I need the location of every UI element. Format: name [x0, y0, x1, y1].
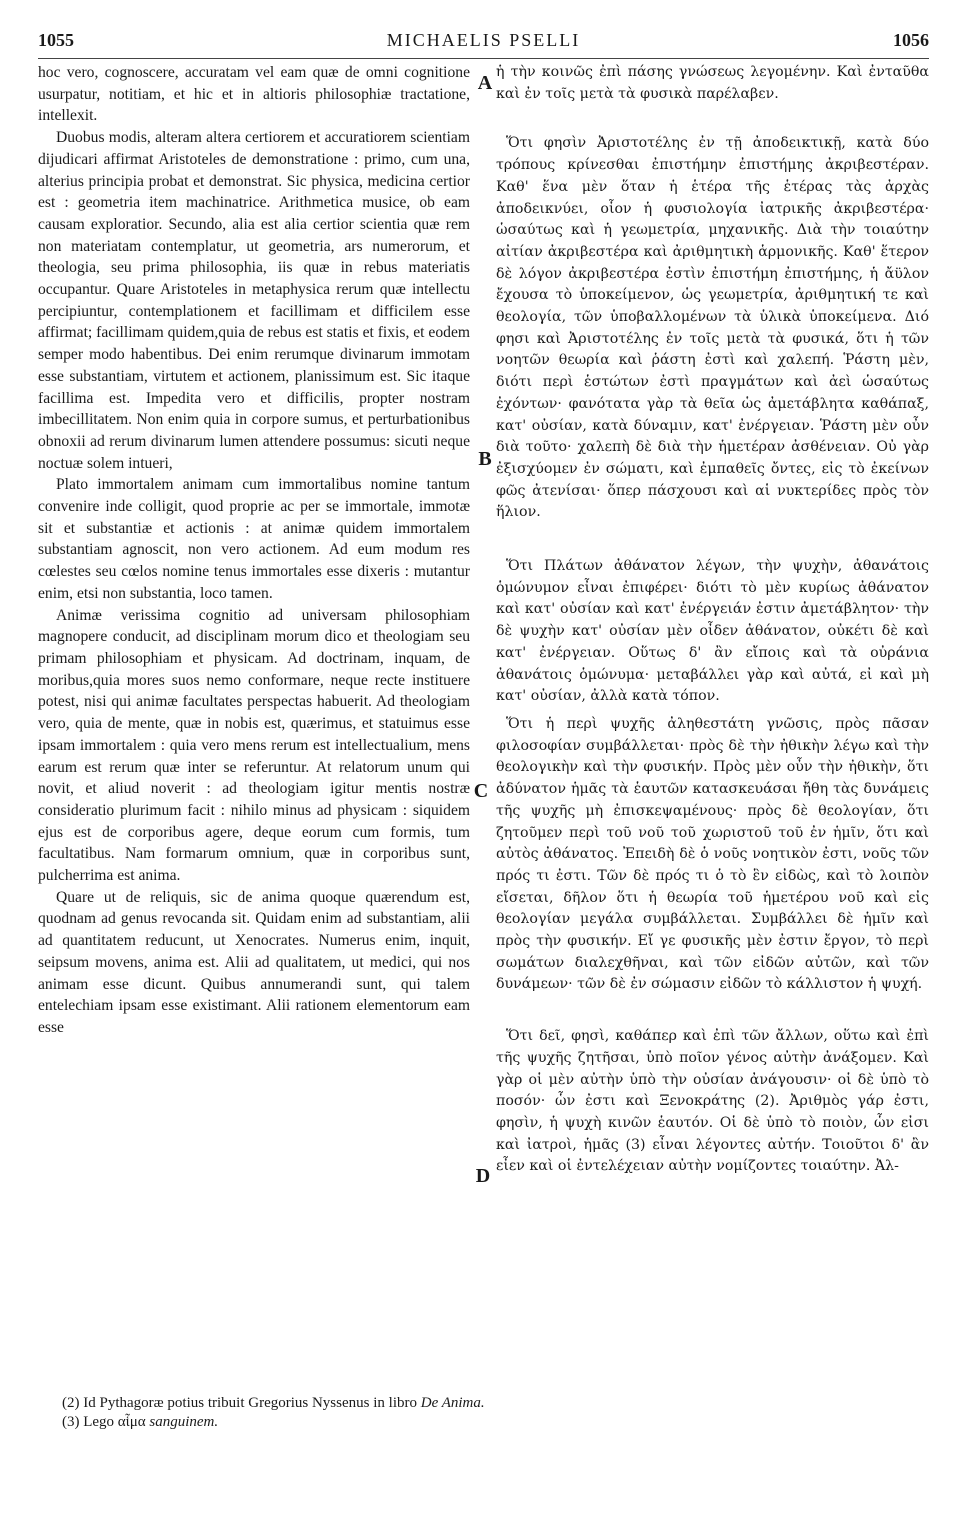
section-marker-c: C	[473, 780, 489, 802]
greek-paragraph: Ὅτι Πλάτων ἀθάνατον λέγων, τὴν ψυχὴν, ἀθανάτοις ὁμώνυμον εἶναι ἐπιφέρει· διότι τὸ μὲν κυρίως ἀθάνατον καὶ κατ' οὐσίαν καὶ κατ' ἐνέργειάν ἐστιν ἀμετάβλητον· τὴν δὲ ψυχὴν κατ' οὐσίαν μὲν οἶδεν ἀθάνατον, οὐκέτι δὲ καὶ κατ' ἐνέργειαν. Οὕτως δ' ἂν εἴποις καὶ τὰ οὐράνια ἀθανάτοις ὁμώνυμα· μεταβάλλει γὰρ καὶ αὐτά, εἰ καὶ μὴ κατ' οὐσίαν, ἀλλὰ κατὰ τόπον.	[496, 558, 929, 705]
latin-paragraph: Quare ut de reliquis, sic de anima quoque quærendum est, quodnam ad genus revocanda sit. Quidam enim ad substantiam, alii ad quantitatem reducunt, ut Xenocrates. Numerus enim, inquit, seipsum movens, anima est. Alii ad qualitatem, ut medici, qui nos animam esse dicunt. Quibus annumerandi sunt, qui talem entelechiam ipsam esse existimant. Alii rationem elementorum eam esse	[38, 888, 470, 1036]
section-marker-d: D	[475, 1165, 491, 1187]
greek-paragraph: ἡ τὴν κοινῶς ἐπὶ πάσης γνώσεως λεγομένην. Καὶ ἐνταῦθα καὶ ἐν τοῖς μετὰ τὰ φυσικὰ παρέλαβεν.	[496, 64, 929, 102]
greek-column	[496, 62, 929, 1178]
footnote-2-text: (2) Id Pythagoræ potius tribuit Gregorius Nyssenus in libro	[62, 1395, 421, 1411]
footnote-3-italic: sanguinem.	[149, 1414, 219, 1430]
page-number-left: 1055	[38, 30, 74, 50]
header-rule	[38, 58, 929, 59]
latin-column	[38, 62, 470, 1039]
greek-paragraph: Ὅτι ἡ περὶ ψυχῆς ἀληθεστάτη γνῶσις, πρὸς πᾶσαν φιλοσοφίαν συμβάλλεται· πρὸς δὲ τὴν ἠθικὴν λέγω καὶ τὴν θεολογικὴν καὶ τὴν φυσικήν. Πρὸς μὲν οὖν τὴν ἠθικὴν, ὅτι ἀδύνατον ἡμᾶς τὰ ἑαυτῶν κατασκευάσαι ἤθη τὰς δυνάμεις τῆς ψυχῆς μὴ ἐπισκεψαμένους· πρὸς δὲ θεολογίαν, ὅτι ζητοῦμεν περὶ τοῦ νοῦ τοῦ χωριστοῦ τοῦ ἐν ἡμῖν, ὅτι καὶ αὐτὸς ἀθάνατος. Ἐπειδὴ δὲ ὁ νοῦς νοητικὸν ἐστι, νοῦς τῶν πρός τι ἐστι. Τῶν δὲ πρός τι ὁ τὸ ἓν εἰδὼς, καὶ τὸ λοιπὸν εἴσεται, δῆλον ὅτι ἡ θεωρία τοῦ ἡμετέρου νοῦ καὶ εἰς θεολογίαν μεγάλα συμβάλλεται. Συμβάλλει δὲ ἡμῖν καὶ πρὸς τὴν φυσικήν. Εἴ γε φυσικῆς μὲν ἐστιν ἔργον, τὸ περὶ σωμάτων διαλεχθῆναι, καὶ τῶν εἰδῶν αὐτῶν, καὶ τῶν δυνάμεων· τῶν δὲ ἐν σώμασιν εἰδῶν τὸ κάλλιστον ἡ ψυχή.	[496, 715, 929, 993]
section-marker-a: A	[477, 72, 493, 94]
greek-paragraph: Ὅτι δεῖ, φησὶ, καθάπερ καὶ ἐπὶ τῶν ἄλλων, οὕτω καὶ ἐπὶ τῆς ψυχῆς ζητῆσαι, ὑπὸ ποῖον γένος αὐτὴν ἀνάξομεν. Καὶ γὰρ οἱ μὲν αὐτὴν ὑπὸ τὴν οὐσίαν ἀνάγουσιν· οἱ δὲ ὑπὸ τὸ ποσόν· ὧν ἐστι καὶ Ξενοκράτης (2). Ἀριθμὸς γάρ ἐστι, φησὶν, ἡ ψυχὴ κινῶν ἑαυτόν. Οἱ δὲ ὑπὸ τὸ ποιὸν, ὧν εἰσι καὶ ἰατροὶ, ἡμᾶς (3) εἶναι λέγοντες αὐτήν. Τοιοῦτοι δ' ἂν εἶεν καὶ οἱ ἐντελέχειαν αὐτὴν νομίζοντες τοιαύτην. Ἀλ-	[496, 1028, 929, 1175]
latin-paragraph: Plato immortalem animam cum immortalibus nomine tantum convenire inde colligit, quod proprie ac per se immortale, immotæ sit et substantiæ et actionis : at animæ quidem immortalem substantiam agnoscit, non vero actionem. Ad eum modum res cœlestes seu cœlos nomine tenus immortales esse dixeris : mutantur enim, etsi non substantia, loco tamen.	[38, 476, 470, 602]
footnote-2-title: De Anima.	[420, 1395, 485, 1411]
footnote-3	[62, 1413, 922, 1432]
running-header	[38, 30, 929, 56]
footnotes	[62, 1394, 922, 1432]
footnote-3-text: (3) Lego αἷμα	[62, 1414, 150, 1430]
section-marker-b: B	[478, 448, 492, 470]
running-title: MICHAELIS PSELLI	[386, 30, 581, 50]
latin-paragraph: Animæ verissima cognitio ad universam philosophiam magnopere conducit, ad disciplinam morum dico et theologiam seu primam philosophiam et physicam. Ad doctrinam, inquam, de moribus,quia mores suos nemo conformare, neque recte instituere potest, nisi qui animæ facultates perspectas habuerit. Ad theologiam vero, quia de mente, quæ in nobis est, quærimus, et statuimus esse ipsam immortalem : quia vero mens rerum est intellectualium, mens earum est rerum quæ inter se referuntur. At relatorum unum qui novit, et aliud noverit : ad theologiam igitur mentis nostræ consideratio plurimum facit : nihilo minus ad physicam : siquidem ejus est de corporibus agere, deque eorum cum formis, tum facultatibus. Nam formarum omnium, quæ in corporibus sunt, pulcherrima est anima.	[38, 606, 470, 885]
page-number-right: 1056	[893, 30, 929, 50]
greek-paragraph: Ὅτι φησὶν Ἀριστοτέλης ἐν τῇ ἀποδεικτικῇ, κατὰ δύο τρόπους κρίνεσθαι ἐπιστήμην ἐπιστήμης ἀκριβεστέραν. Καθ' ἕνα μὲν ὅταν ἡ ἑτέρα τῆς ἑτέρας τὰς ἀρχὰς ἀποδεικνύει, οἷον ἡ φυσιολογία ἰατρικῆς ἀκριβεστέρα· ὡσαύτως καὶ ἡ γεωμετρία, μηχανικῆς. Διὰ τὴν τοιαύτην αἰτίαν ἀκριβεστέρα καὶ ἀριθμητικὴ ἁρμονικῆς. Καθ' ἕτερον δὲ λόγον ἀκριβεστέρα ἐστὶν ἐπιστήμη ἐπιστήμης, ἡ ἄϋλον ἔχουσα τὸ ὑποκείμενον, ὡς γεωμετρία, ἀριθμητική τε καὶ θεολογία, τῶν ὑποβαλλομένων τὰ ὑλικὰ ὑποκείμενα. Διό φησι καὶ Ἀριστοτέλης ἐν τοῖς μετὰ τὰ φυσικά, ὅτι ἡ τῶν νοητῶν θεωρία καὶ ῥάστη ἐστὶ καὶ χαλεπή. Ῥάστη μὲν, διότι περὶ ἑστώτων ἐστὶ πραγμάτων καὶ ἀεὶ ὡσαύτως ἐχόντων· φανότατα γὰρ τὰ θεῖα ὡς ἀμετάβλητα καθάπαξ, κατ' οὐσίαν, κατὰ δύναμιν, κατ' ἐνέργειαν. Ῥάστη μὲν οὖν διὰ τοῦτο· χαλεπὴ δὲ διὰ τὴν ἡμετέραν ἀσθένειαν. Οὐ γὰρ ἐξισχύομεν ἐν σώματι, καὶ ἐμπαθεῖς ὄντες, εἰς τὸ ἐκείνων φῶς ἀτενίσαι· ὅπερ πάσχουσι καὶ αἱ νυκτερίδες πρὸς τὸν ἥλιον.	[496, 135, 929, 521]
footnote-2	[62, 1394, 922, 1413]
latin-paragraph: Duobus modis, alteram altera certiorem et accuratiorem scientiam dijudicari affirmat Aristoteles de demonstratione : primo, cum una, alterius principia probat et demonstrat. Sic physica, medicina certior est : geometria item machinatrice. Arithmetica musice, ob eam causam exploratior. Secundo, alia est alia certior scientia quæ rem non materiatam contemplatur, ut geometria, ars numerorum, et theologia, seu prima philosophia, iis quæ in rebus materiatis occupantur. Quare Aristoteles in metaphysica rerum quæ intellectu percipiuntur, contemplationem et facillimam et difficilem esse affirmat; facillimam quidem,quia de rebus est statis et fixis, et eodem semper modo habentibus. Dei enim rerumque divinarum immotam esse substantiam, virtutem et actionem, planissimum est. Sic itaque facillima est. Impedita vero et difficilis, propter nostram imbecillitatem. Non enim quia in corpore sumus, et perturbationibus obnoxii ad rerum divinarum lumen attendere possumus: sicuti neque noctuæ solem intueri,	[38, 129, 470, 472]
latin-paragraph: hoc vero, cognoscere, accuratam vel eam quæ de omni cognitione usurpatur, notitiam, et hic et in altioris philosophiæ tractatione, intellexit.	[38, 64, 470, 125]
